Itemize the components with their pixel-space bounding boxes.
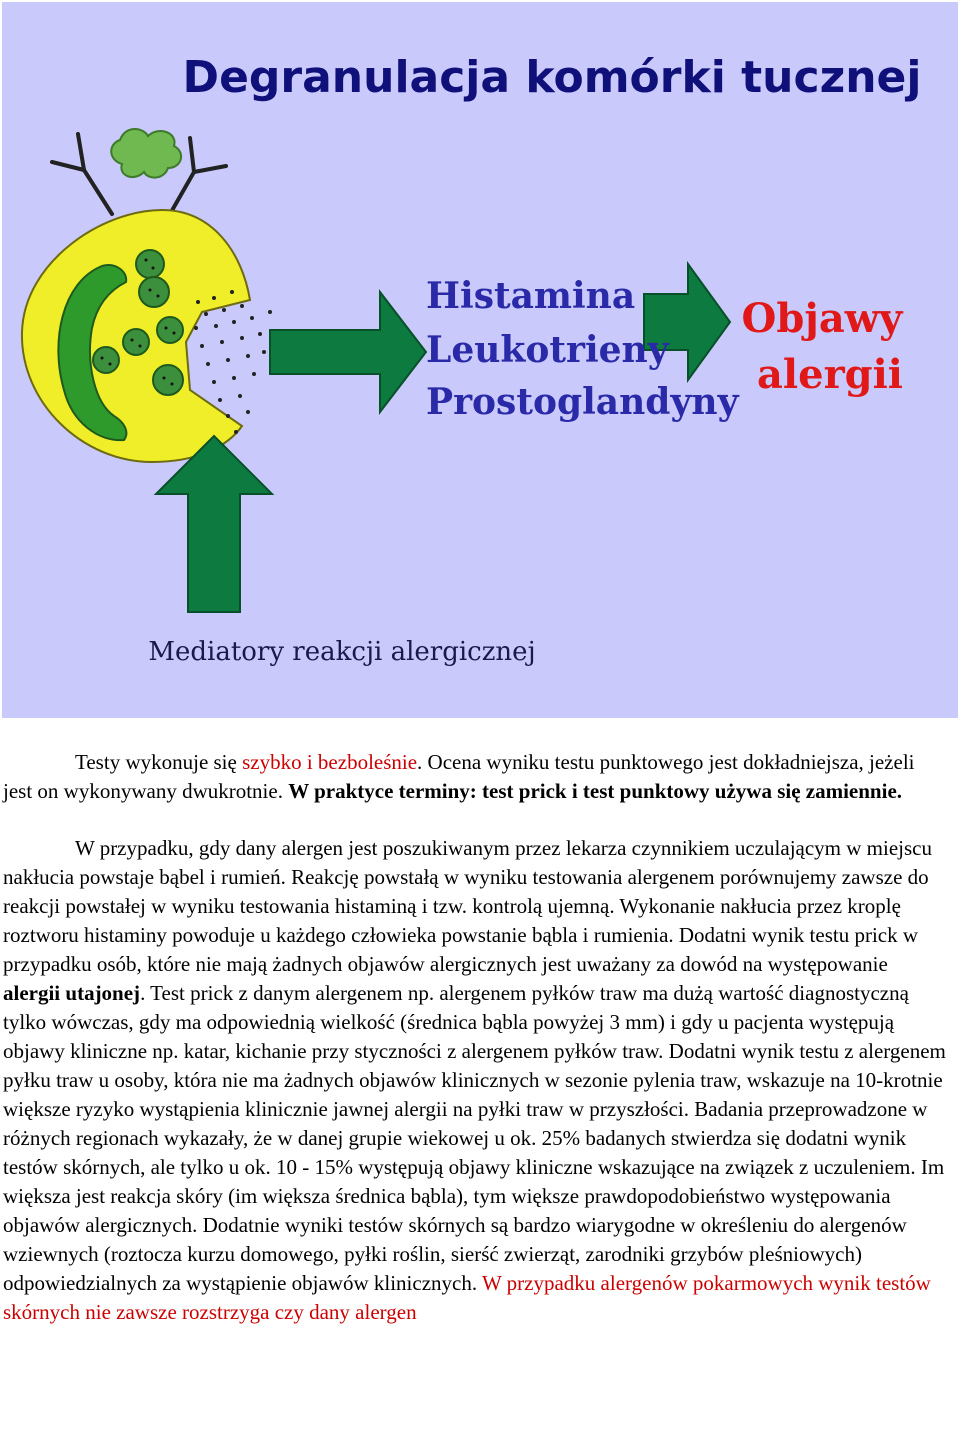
mast-cell-degranulation-figure: [2, 2, 958, 718]
p2-bold-term: alergii utajonej: [3, 981, 141, 1005]
diagram-canvas: [2, 2, 958, 718]
p1-highlight-red: szybko i bezboleśnie: [242, 750, 418, 774]
p1-text-end: . Ocena wyniku testu punktowego jest dokładniejsza, jeżeli jest on wykonywany dwukrotnie.: [3, 750, 915, 803]
p1-bold-sentence: W praktyce terminy: test prick i test punktowy używa się zamiennie.: [288, 779, 903, 803]
mediator-prostoglandyny: Prostoglandyny: [426, 381, 739, 423]
figure-title: Degranulacja komórki tucznej: [182, 52, 922, 103]
p2-text-2: . Test prick z danym alergenem np. alergenem pyłków traw ma dużą wartość diagnostyczną tylko wówczas, gdy ma odpowiednią wielkość (średnica bąbla powyżej 3 mm) i gdy u pacjenta występują objawy kliniczne np. katar, kichanie przy styczności z alergenem pyłków traw. Dodatni wynik testu z alergenem pyłku traw u osoby, która nie ma żadnych objawów klinicznych w sezonie pylenia traw, wskazuje na 10-krotnie większe ryzyko wystąpienia klinicznie jawnej alergii na pyłki traw w przyszłości. Badania przeprowadzone w różnych regionach wykazały, że w danej grupie wiekowej u ok. 25% badanych stwierdza się dodatni wynik testów skórnych, ale tylko u ok. 10 - 15% występują objawy kliniczne wskazujące na związek z uczuleniem. Im większa jest reakcja skóry (im większa średnica bąbla), tym większe prawdopodobieństwo występowania objawów alergicznych. Dodatnie wyniki testów skórnych są bardzo wiarygodne w określeniu do alergenów wziewnych (roztocza kurzu domowego, pyłki roślin, sierść zwierząt, zarodniki grzybów pleśniowych) odpowiedzialnych za wystąpienie objawów klinicznych.: [3, 981, 946, 1295]
p2-red-sentence: W przypadku alergenów pokarmowych wynik testów skórnych nie zawsze rozstrzyga czy dany alergen: [3, 1271, 931, 1324]
symptoms-line2: alergii: [757, 351, 903, 398]
paragraph-2: [3, 834, 948, 1327]
article-text: [3, 748, 948, 1327]
mediator-leukotrieny: Leukotrieny: [426, 329, 669, 371]
figure-caption: Mediatory reakcji alergicznej: [148, 637, 536, 667]
p1-text-start: Testy wykonuje się: [75, 750, 243, 774]
p2-text-1: W przypadku, gdy dany alergen jest poszukiwanym przez lekarza czynnikiem uczulającym w miejscu nakłucia powstaje bąbel i rumień. Reakcję powstałą w wyniku testowania alergenem porównujemy zawsze do reakcji powstałej w wyniku testowania histaminą i tzw. kontrolą ujemną. Wykonanie nakłucia przez kroplę roztworu histaminy powoduje u każdego człowieka powstanie bąbla i rumienia. Dodatni wynik testu prick w przypadku osób, które nie mają żadnych objawów alergicznych jest uważany za dowód na występowanie: [3, 836, 932, 976]
symptoms-line1: Objawy: [741, 295, 903, 342]
paragraph-1: [3, 748, 948, 806]
mediator-histamina: Histamina: [426, 275, 636, 317]
